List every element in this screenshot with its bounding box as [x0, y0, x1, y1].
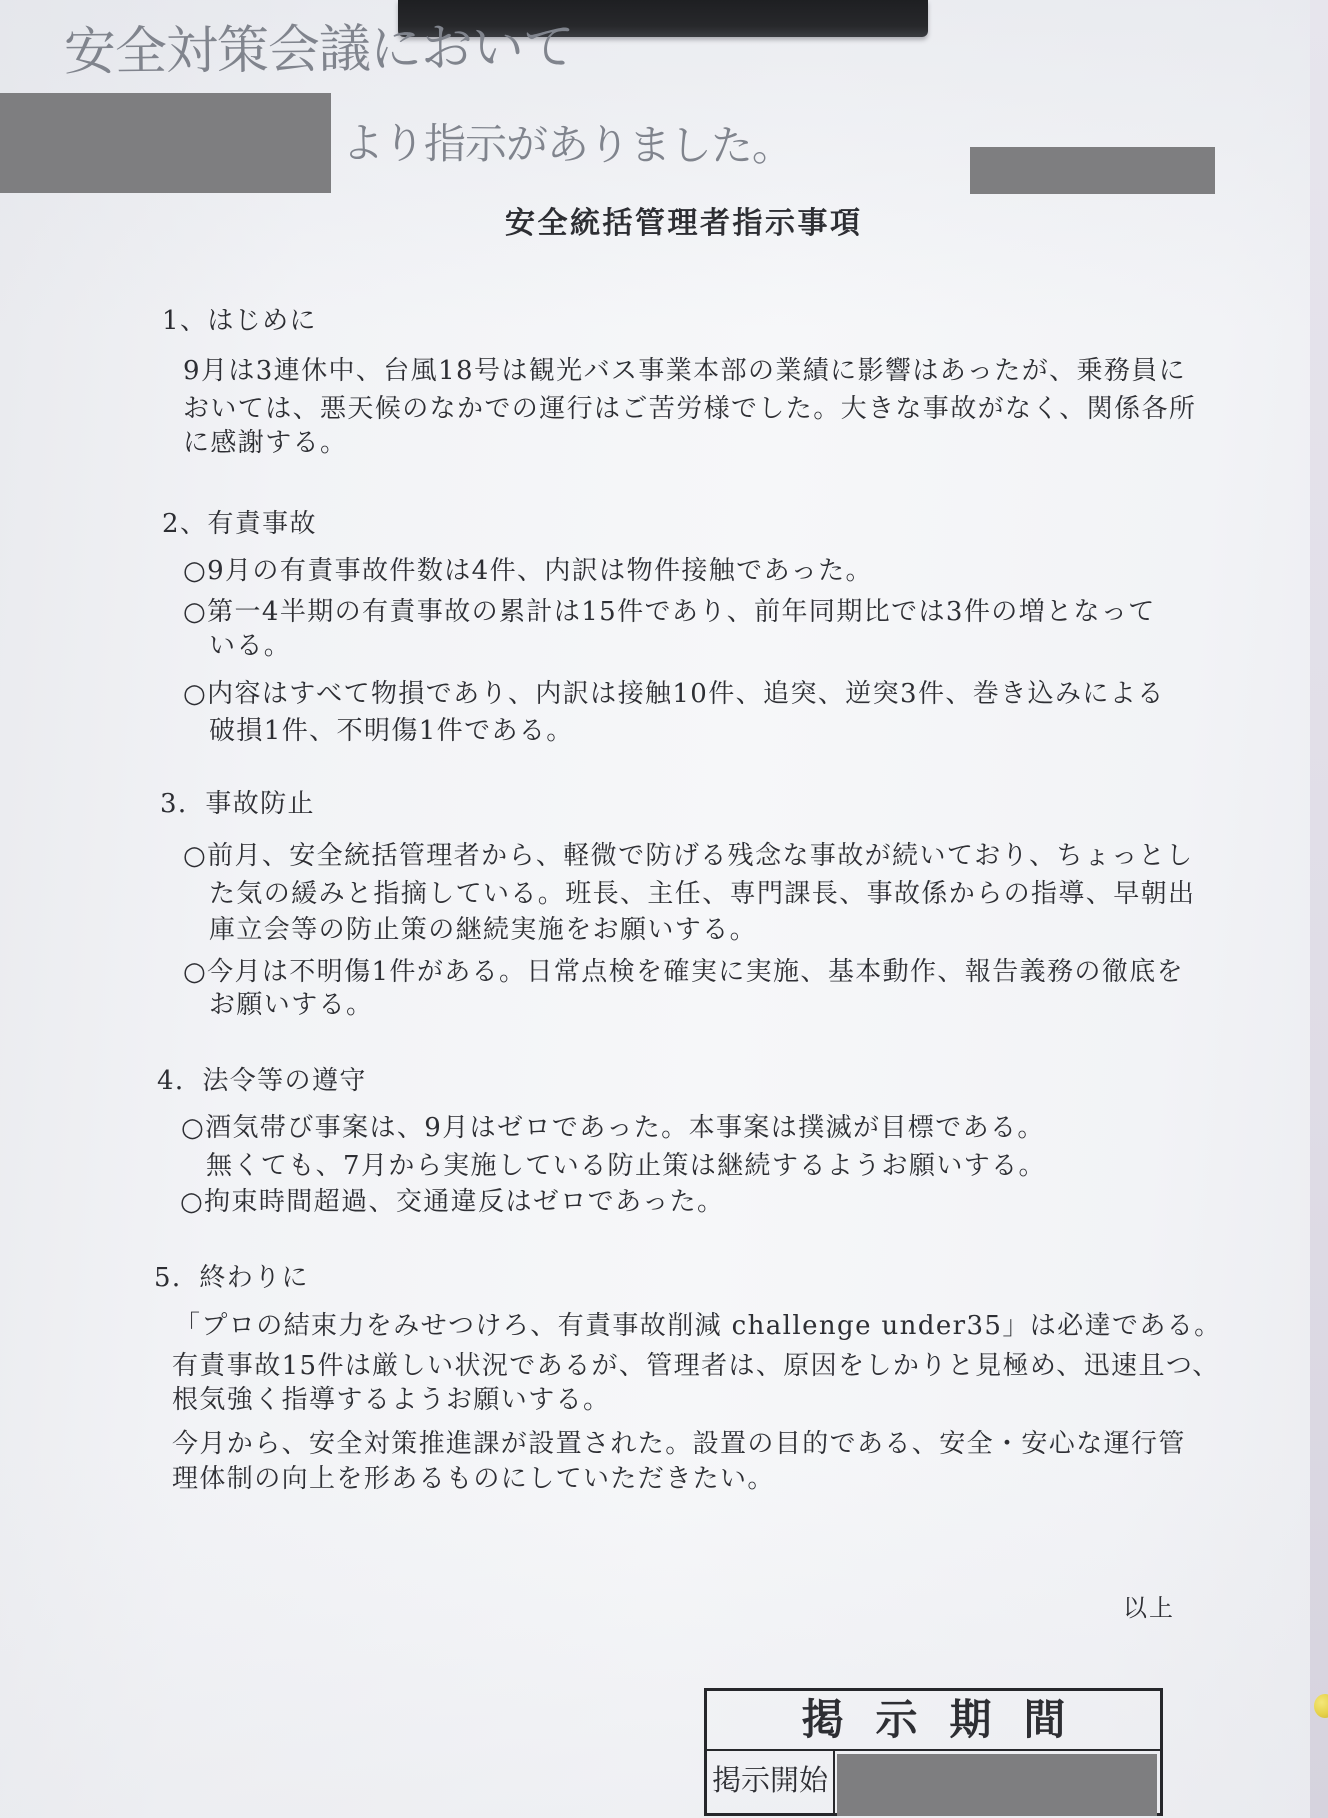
bullet-continuation-line: 庫立会等の防止策の継続実施をお願いする。 — [209, 915, 758, 945]
bullet-continuation-line: た気の緩みと指摘している。班長、主任、専門課長、事故係からの指導、早朝出 — [209, 879, 1196, 909]
section-heading: 5．終わりに — [154, 1263, 309, 1293]
handwritten-note-line1: 安全対策会議において — [63, 17, 575, 83]
section-heading: 2、有責事故 — [162, 509, 317, 539]
redaction-box — [0, 93, 331, 193]
posting-start-label: 掲示開始 — [707, 1751, 835, 1813]
document-title: 安全統括管理者指示事項 — [505, 206, 863, 241]
wall-background — [1310, 0, 1328, 1818]
bullet-line: ○内容はすべて物損であり、内訳は接触10件、追突、逆突3件、巻き込みによる — [183, 679, 1165, 709]
section-heading: 3．事故防止 — [160, 789, 315, 819]
bullet-line: ○第一4半期の有責事故の累計は15件であり、前年同期比では3件の増となって — [183, 597, 1156, 627]
posting-period-table — [704, 1688, 1163, 1816]
closing-mark: 以上 — [1123, 1594, 1175, 1622]
paragraph-line: 「プロの結束力をみせつけろ、有責事故削減 challenge under35」は必達である。 — [174, 1311, 1222, 1341]
bullet-continuation-line: お願いする。 — [209, 990, 374, 1020]
paragraph-line: おいては、悪天候のなかでの運行はご苦労様でした。大きな事故がなく、関係各所 — [183, 394, 1197, 424]
redaction-box — [970, 147, 1215, 194]
bullet-line: ○前月、安全統括管理者から、軽微で防げる残念な事故が続いており、ちょっとし — [183, 841, 1194, 871]
redaction-box — [837, 1754, 1157, 1816]
paragraph-line: 今月から、安全対策推進課が設置された。設置の目的である、安全・安心な運行管 — [172, 1429, 1186, 1459]
posting-period-header: 掲示期間 — [707, 1691, 1160, 1751]
paragraph-line: 9月は3連休中、台風18号は観光バス事業本部の業績に影響はあったが、乗務員に — [183, 356, 1187, 386]
bullet-continuation-line: 破損1件、不明傷1件である。 — [209, 716, 574, 746]
section-heading: 4．法令等の遵守 — [157, 1066, 367, 1096]
paragraph-line: 有責事故15件は厳しい状況であるが、管理者は、原因をしかりと見極め、迅速且つ、 — [172, 1351, 1220, 1381]
handwritten-note-line2: より指示がありました。 — [341, 118, 794, 171]
paragraph-line: に感謝する。 — [183, 428, 348, 458]
section-heading: 1、はじめに — [162, 306, 317, 336]
paragraph-line: 理体制の向上を形あるものにしていただきたい。 — [172, 1464, 775, 1494]
bullet-continuation-line: 無くても、7月から実施している防止策は継続するようお願いする。 — [206, 1151, 1046, 1181]
bullet-line: ○今月は不明傷1件がある。日常点検を確実に実施、基本動作、報告義務の徹底を — [183, 957, 1185, 987]
bullet-line: ○9月の有責事故件数は4件、内訳は物件接触であった。 — [183, 556, 873, 586]
posting-start-row — [707, 1751, 1160, 1813]
bullet-continuation-line: いる。 — [209, 631, 292, 661]
bullet-line: ○拘束時間超過、交通違反はゼロであった。 — [180, 1187, 725, 1217]
paragraph-line: 根気強く指導するようお願いする。 — [172, 1385, 611, 1415]
bullet-line: ○酒気帯び事案は、9月はゼロであった。本事案は撲滅が目標である。 — [181, 1113, 1045, 1143]
